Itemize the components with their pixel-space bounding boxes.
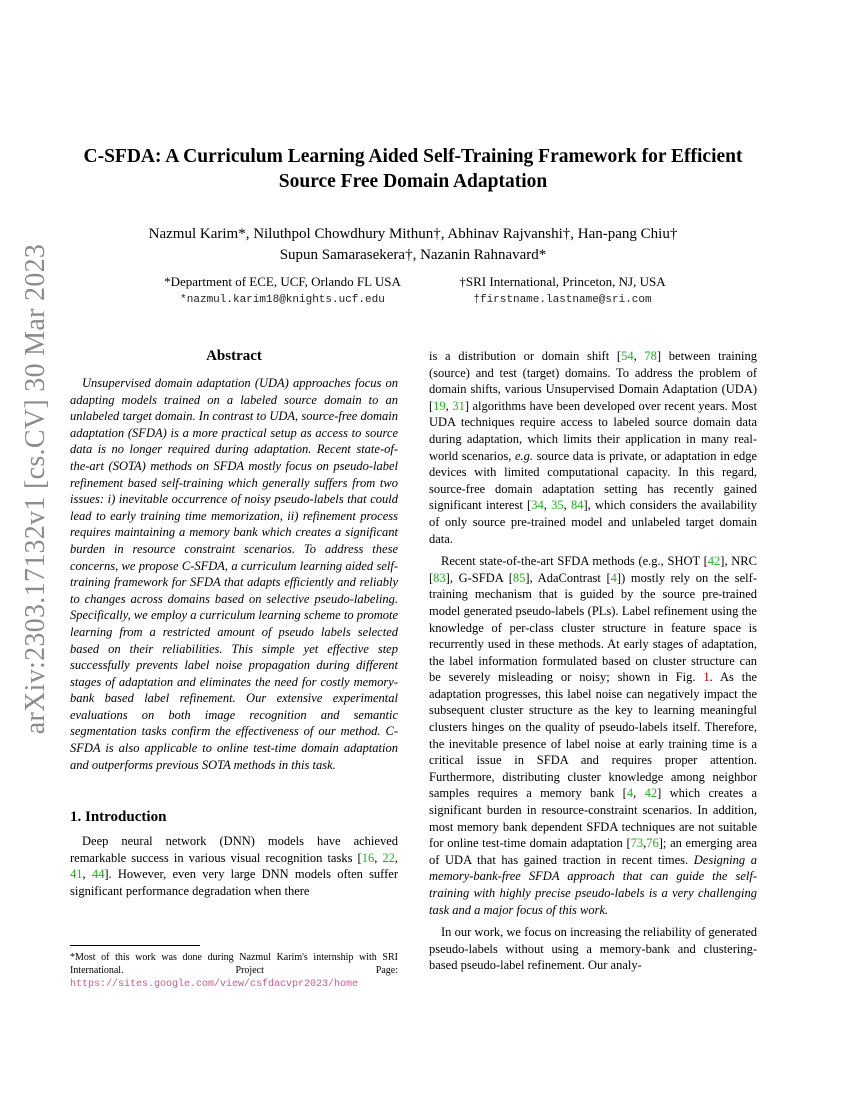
citation-link[interactable]: 85 [512,570,526,585]
affiliation-ucf-name: *Department of ECE, UCF, Orlando FL USA [164,274,401,289]
footnote [70,951,398,991]
authors-line-2: Supun Samarasekera†, Nazanin Rahnavard* [279,246,547,263]
citation-link[interactable]: 78 [644,349,657,363]
citation-link[interactable]: 34 [531,498,544,513]
title-line-1: C-SFDA: A Curriculum Learning Aided Self-Training Framework for Efficient [83,146,743,167]
project-page-link[interactable]: https://sites.google.com/view/csfdacvpr2023/home [70,979,359,990]
our-work-paragraph: In our work, we focus on increasing the reliability of generated pseudo-labels without using a memory-bank and clustering-based pseudo-label refinement. Our analy- [429,925,757,973]
introduction-paragraph: Deep neural network (DNN) models have achieved remarkable success in various visual recognition tasks [16, 22, 41, 44]. However, even very large DNN models often suffer significant performance degradation when there [70,834,399,899]
citation-link[interactable]: 76 [646,836,659,851]
sota-methods-paragraph: Recent state-of-the-art SFDA methods (e.g., SHOT [42], NRC [83], G-SFDA [85], AdaContrast [4]) mostly rely on the self-training mechanism that is guided by the source pre-trained model generated pseudo-labels (PLs). Label refinement using the knowledge of per-class cluster structure in feature space is recurrently used in these methods. At early stages of adaptation, the label information formulated based on cluster structure can be severely misleading or noisy; shown in Fig. 1. As the adaptation progresses, this label noise can negatively impact the subsequent cluster structure as the key to learning meaningful clusters hinges on the quality of pseudo-labels itself. Therefore, the inevitable presence of label noise at early training time is a critical issue in SFDA and requires proper attention. Furthermore, distributing cluster knowledge among neighbor samples requires a memory bank [4, 42] which creates a significant burden in resource-constraint scenarios. In addition, most memory bank dependent SFDA techniques are not suitable for online test-time domain adaptation [73,76]; an emerging area of UDA that has gained traction in recent times. Designing a memory-bank-free SFDA approach that can guide the self-training with highly precise pseudo-labels is a very challenging task and a major focus of this work. [429,554,758,917]
figure-reference-link[interactable]: 1 [703,670,710,685]
citation-link[interactable]: 22 [382,850,395,865]
arxiv-identifier: arXiv:2303.17132v1 [cs.CV] 30 Mar 2023 [20,243,51,735]
right-column [429,348,757,974]
affiliation-sri [440,273,685,309]
citation-link[interactable]: 41 [70,867,83,882]
affiliation-ucf [150,273,415,309]
citation-link[interactable]: 54 [621,349,634,363]
domain-shift-paragraph: is a distribution or domain shift [54, 78] between training (source) and test (target) domains. To address the problem of domain shifts, various Unsupervised Domain Adaptation (UDA) [19, 31] algorithms have been developed over recent years. Most UDA techniques require access to labeled source domain data during adaptation, which limits their application in many real-world scenarios, e.g. source data is private, or adaptation in edge devices with limited computational capacity. In this regard, source-free domain adaptation setting has recently gained significant interest [34, 35, 84], which considers the availability of only source pre-trained model and unlabeled target domain data. [429,349,758,546]
paper-title [60,144,766,194]
title-line-2: Source Free Domain Adaptation [278,171,548,192]
citation-link[interactable]: 44 [91,867,105,882]
affiliation-sri-name: †SRI International, Princeton, NJ, USA [459,274,666,289]
arxiv-sidebar [12,243,60,735]
introduction-heading: 1. Introduction [70,809,167,826]
citation-link[interactable]: 42 [644,786,658,801]
citation-link[interactable]: 84 [570,498,584,513]
citation-link[interactable]: 42 [707,554,721,569]
abstract-text: Unsupervised domain adaptation (UDA) approaches focus on adapting models trained on a labeled source domain to an unlabeled target domain. In contrast to UDA, source-free domain adaptation (SFDA) is a more practical setup as access to source data is no longer required during adaptation. Recent state-of-the-art (SOTA) methods on SFDA mostly focus on pseudo-label refinement based self-training which generally suffers from two issues: i) inevitable occurrence of noisy pseudo-labels that could lead to early training time memorization, ii) refinement process requires maintaining a memory bank which creates a significant burden in resource constraint scenarios. To address these concerns, we propose C-SFDA, a curriculum learning aided self-training framework for SFDA that adapts efficiently and reliably to changes across domains based on selective pseudo-labeling. Specifically, we employ a curriculum learning scheme to promote learning from a restricted amount of pseudo labels selected based on their reliabilities. This simple yet effective step successfully prevents label noise propagation during different stages of adaptation and eliminates the need for costly memory-bank based label refinement. Our extensive experimental evaluations on both image recognition and semantic segmentation tasks confirm the effectiveness of our method. C-SFDA is also applicable to online test-time domain adaptation and outperforms previous SOTA methods in this task. [70,376,398,772]
left-column [70,348,398,900]
citation-link[interactable]: 19 [433,398,446,413]
citation-link[interactable]: 4 [610,570,617,585]
affiliation-sri-email[interactable]: †firstname.lastname@sri.com [473,294,652,306]
citation-link[interactable]: 16 [361,850,375,865]
citation-link[interactable]: 83 [433,570,446,585]
citation-link[interactable]: 4 [626,786,634,801]
footnote-divider [70,945,200,946]
abstract-heading: Abstract [206,348,262,364]
authors-line-1: Nazmul Karim*, Niluthpol Chowdhury Mithun†, Abhinav Rajvanshi†, Han-pang Chiu† [148,226,678,242]
footnote-text: *Most of this work was done during Nazmul Karim's internship with SRI International. Project Page: [70,952,398,976]
citation-link[interactable]: 73 [630,836,644,851]
citation-link[interactable]: 35 [551,498,564,513]
citation-link[interactable]: 31 [452,398,465,413]
author-list [60,224,766,265]
affiliation-ucf-email[interactable]: *nazmul.karim18@knights.ucf.edu [180,294,385,306]
